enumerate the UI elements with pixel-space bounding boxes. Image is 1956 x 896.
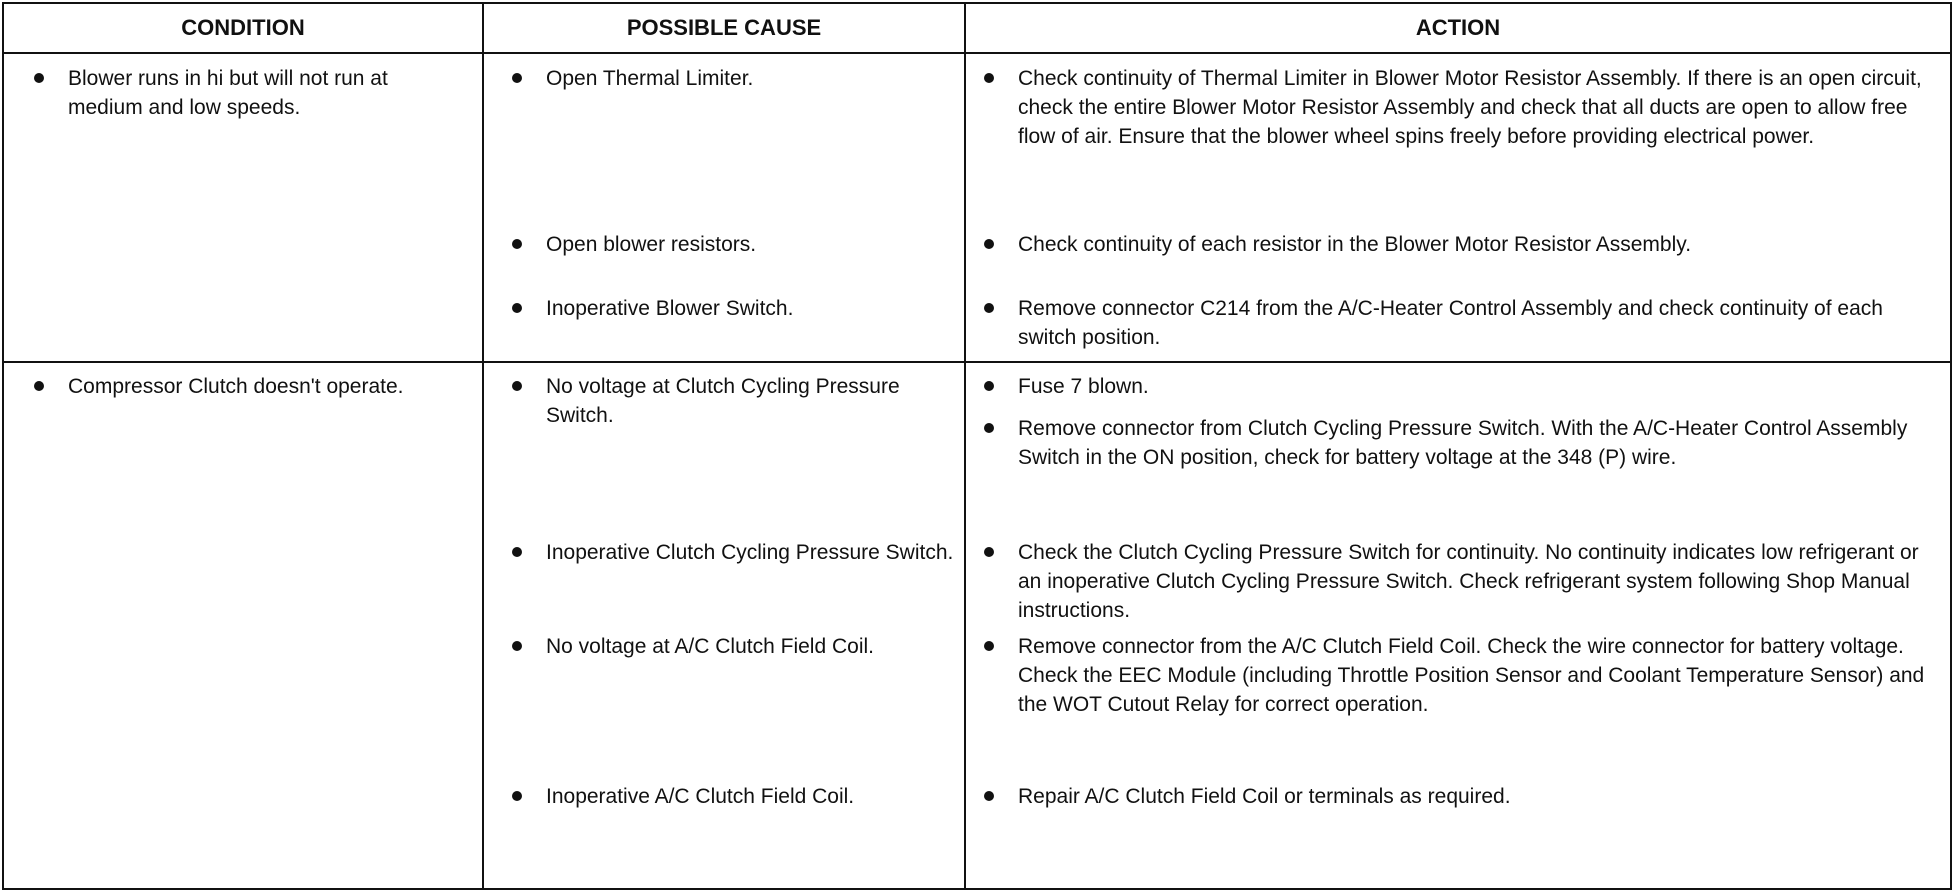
action-item (984, 230, 1939, 290)
cause-item (512, 538, 962, 598)
cause-text: No voltage at Clutch Cycling Pressure Switch. (546, 375, 900, 427)
cause-item (512, 64, 962, 94)
action-text: Check the Clutch Cycling Pressure Switch for continuity. No continuity indicates low refrigerant or an inoperative Clutch Cycling Pressure Switch. Check refrigerant system following Shop Manual instructions. (1018, 541, 1919, 622)
action-item (984, 538, 1939, 628)
cause-text: Open blower resistors. (546, 233, 757, 256)
action-item (984, 632, 1939, 752)
bullet-icon (984, 239, 994, 249)
action-text: Remove connector C214 from the A/C-Heater Control Assembly and check continuity of each switch position. (1018, 297, 1883, 349)
action-item (984, 294, 1939, 354)
action-text: Repair A/C Clutch Field Coil or terminals as required. (1018, 785, 1511, 808)
condition-text: Compressor Clutch doesn't operate. (68, 375, 404, 398)
condition-item (34, 64, 454, 154)
action-text: Fuse 7 blown. (1018, 375, 1149, 398)
bullet-icon (984, 303, 994, 313)
bullet-icon (984, 423, 994, 433)
header-action: ACTION (1415, 15, 1501, 40)
bullet-icon (512, 547, 522, 557)
condition-text: Blower runs in hi but will not run at medium and low speeds. (68, 67, 388, 119)
column-divider (964, 4, 966, 888)
action-item (984, 64, 1939, 214)
cause-item (512, 782, 962, 842)
bullet-icon (512, 641, 522, 651)
header-condition: CONDITION (181, 15, 305, 40)
bullet-icon (984, 73, 994, 83)
action-item (984, 414, 1939, 504)
bullet-icon (512, 303, 522, 313)
bullet-icon (984, 791, 994, 801)
bullet-icon (512, 239, 522, 249)
troubleshooting-table (2, 2, 1952, 890)
cause-item (512, 632, 962, 692)
cause-text: No voltage at A/C Clutch Field Coil. (546, 635, 874, 658)
bullet-icon (984, 547, 994, 557)
cause-text: Inoperative Blower Switch. (546, 297, 794, 320)
bullet-icon (512, 791, 522, 801)
header-possible-cause: POSSIBLE CAUSE (626, 15, 822, 40)
column-divider (482, 4, 484, 888)
action-text: Remove connector from Clutch Cycling Pressure Switch. With the A/C-Heater Control Assembly Switch in the ON position, check for battery voltage at the 348 (P) wire. (1018, 417, 1908, 469)
cause-item (512, 372, 962, 432)
action-text: Check continuity of each resistor in the Blower Motor Resistor Assembly. (1018, 233, 1692, 256)
cause-text: Inoperative Clutch Cycling Pressure Switch. (546, 541, 954, 564)
cause-text: Inoperative A/C Clutch Field Coil. (546, 785, 855, 808)
action-item (984, 372, 1939, 402)
action-text: Check continuity of Thermal Limiter in Blower Motor Resistor Assembly. If there is an open circuit, check the entire Blower Motor Resistor Assembly and check that all ducts are open to allow free flow of air. Ensure that the blower wheel spins freely before providing electrical power. (1018, 67, 1922, 148)
bullet-icon (34, 381, 44, 391)
bullet-icon (984, 641, 994, 651)
table-header (4, 4, 1950, 54)
row-divider (4, 361, 1950, 363)
action-text: Remove connector from the A/C Clutch Field Coil. Check the wire connector for battery voltage. Check the EEC Module (including Throttle Position Sensor and Coolant Temperature Sensor) and the WOT Cutout Relay for correct operation. (1018, 635, 1925, 716)
cause-item (512, 230, 962, 260)
condition-item (34, 372, 454, 432)
bullet-icon (512, 381, 522, 391)
cause-text: Open Thermal Limiter. (546, 67, 754, 90)
cause-item (512, 294, 962, 324)
bullet-icon (512, 73, 522, 83)
bullet-icon (34, 73, 44, 83)
action-item (984, 782, 1939, 812)
bullet-icon (984, 381, 994, 391)
